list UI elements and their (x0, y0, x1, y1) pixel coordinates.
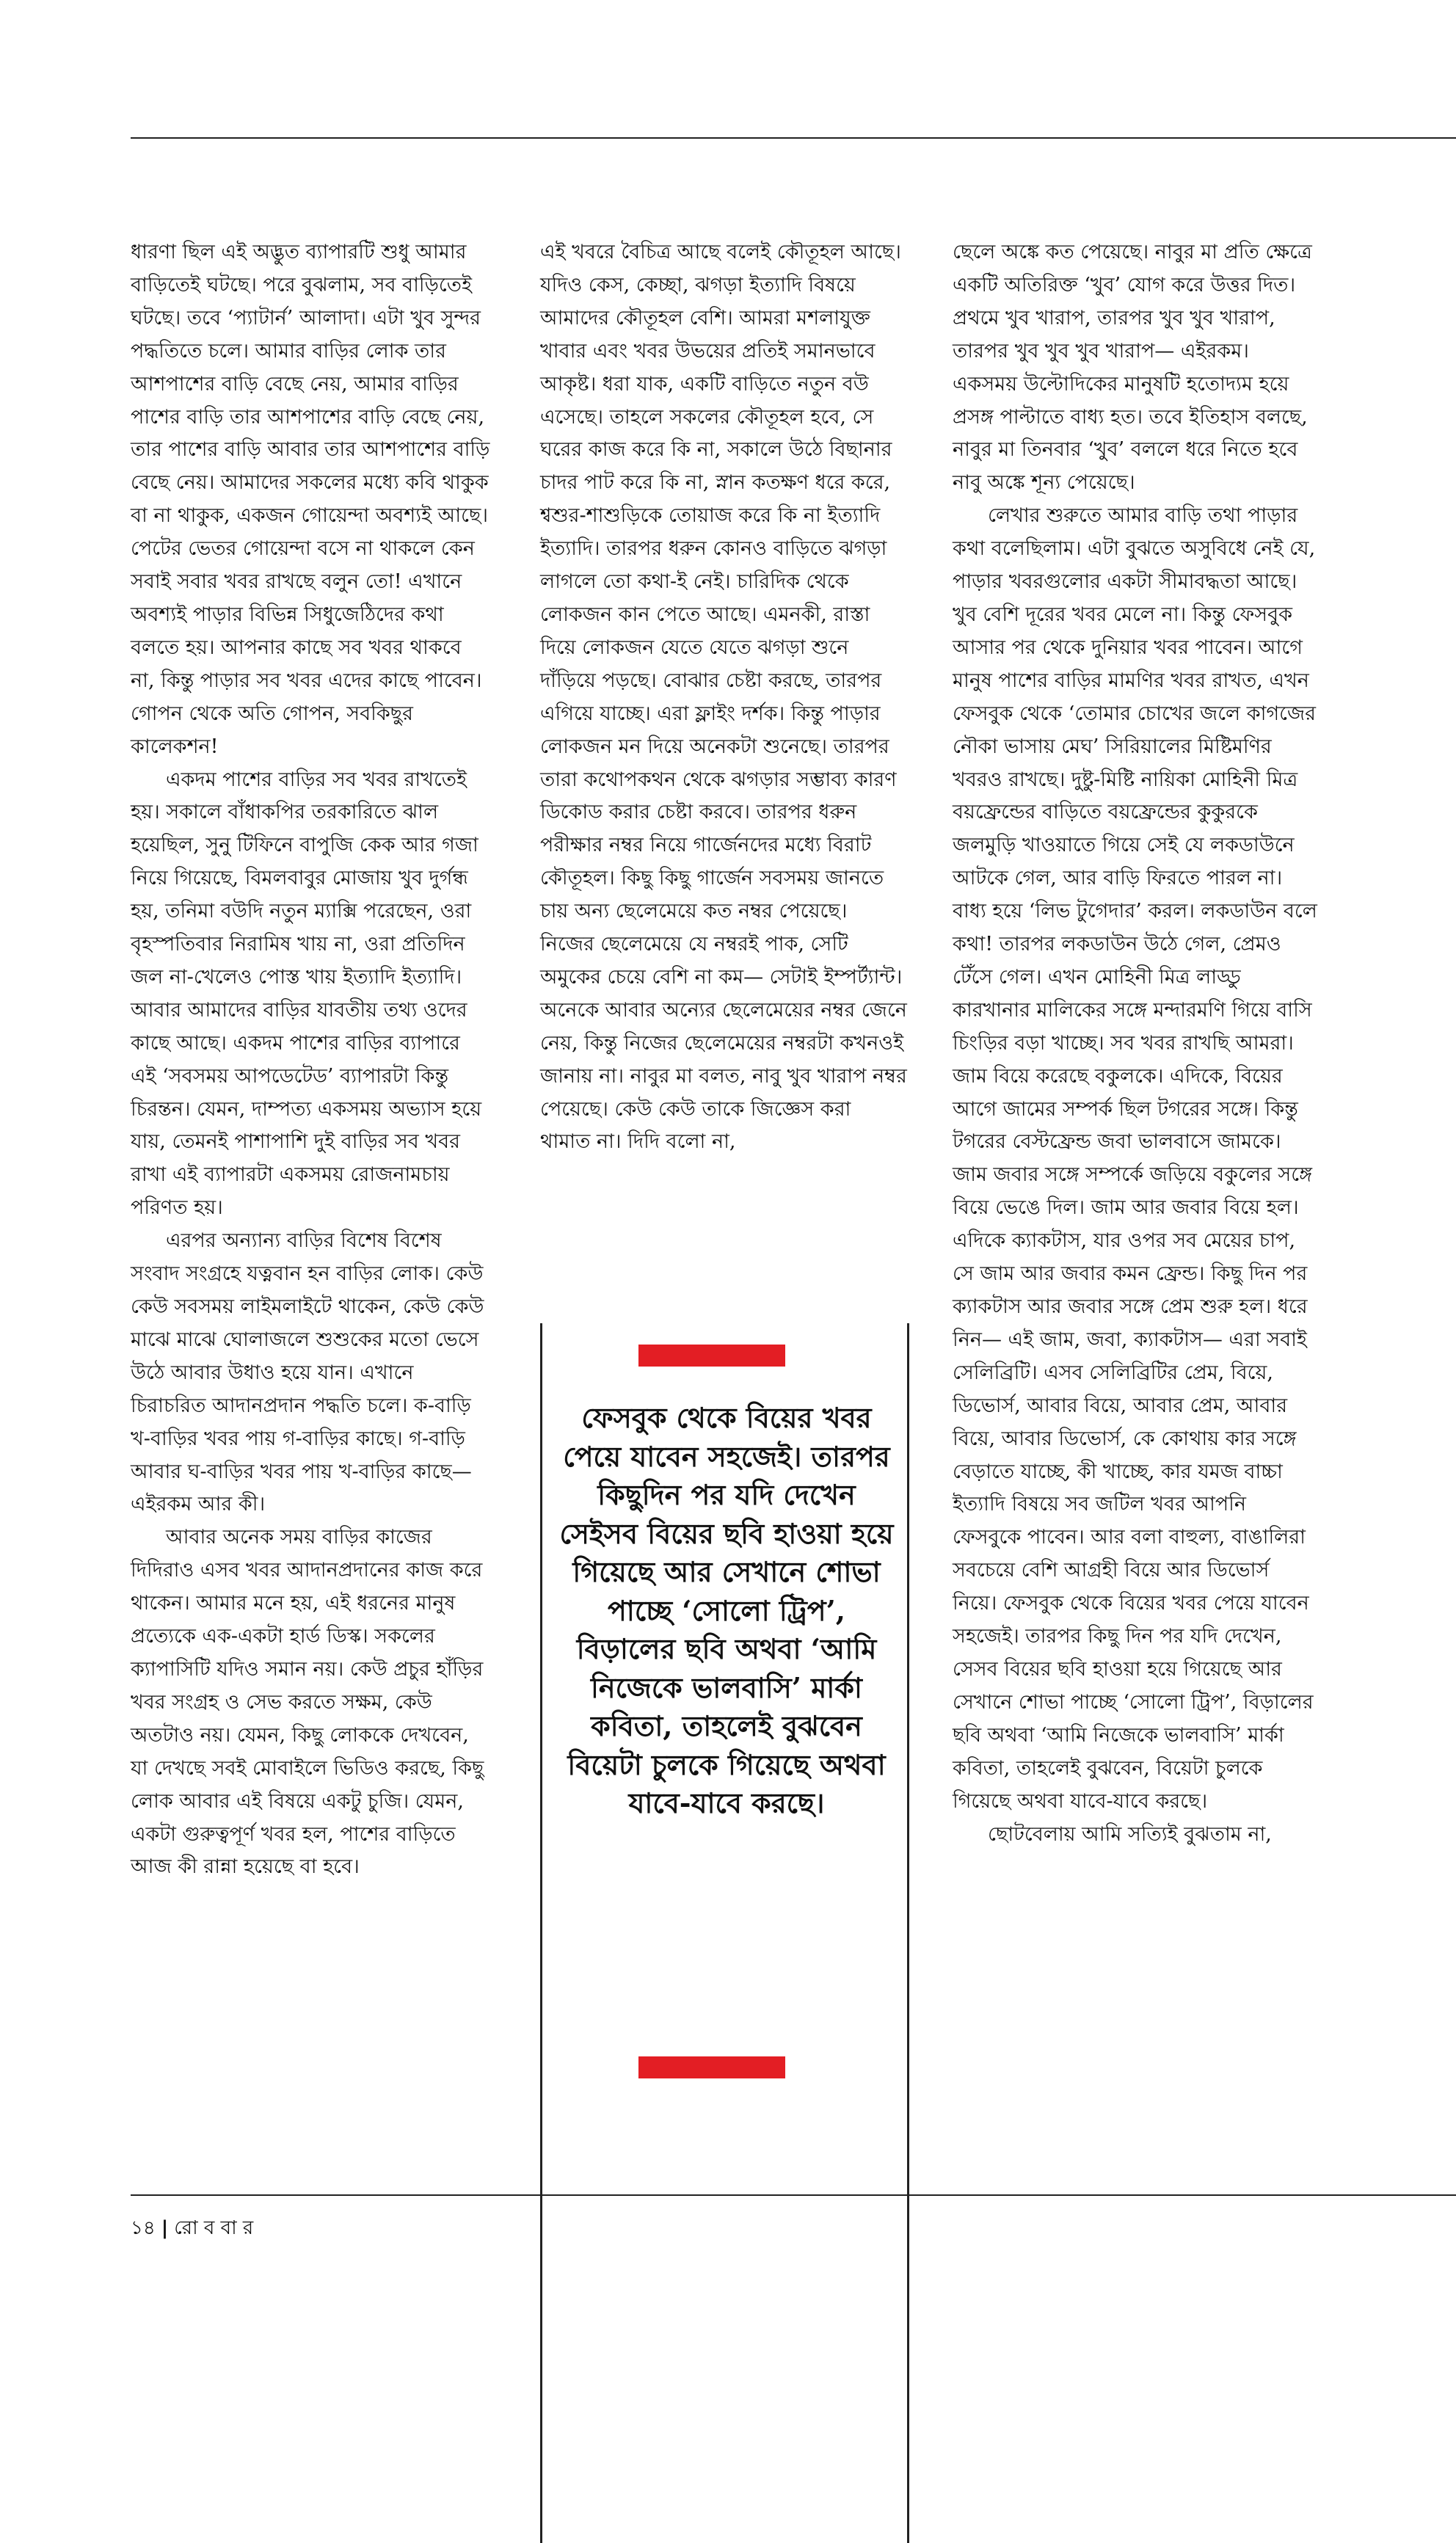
pullquote-bottom-accent (638, 2056, 785, 2078)
paragraph: একদম পাশের বাড়ির সব খবর রাখতেই হয়। সকালে বাঁধাকপির তরকারিতে ঝাল হয়েছিল, সুনু টিফিনে বাপুজি কেক আর গজা নিয়ে গিয়েছে, বিমলবাবুর মোজায় খুব দুর্গন্ধ হয়, তনিমা বউদি নতুন ম্যাক্সি পরেছেন, ওরা বৃহস্পতিবার নিরামিষ খায় না, ওরা প্রতিদিন জল না-খেলেও পোস্ত খায় ইত্যাদি ইত্যাদি। আবার আমাদের বাড়ির যাবতীয় তথ্য ওদের কাছে আছে। একদম পাশের বাড়ির ব্যাপারে এই ‘সবসময় আপডেটেড’ ব্যাপারটা কিন্তু চিরন্তন। যেমন, দাম্পত্য একসময় অভ্যাস হয়ে যায়, তেমনই পাশাপাশি দুই বাড়ির সব খবর রাখা এই ব্যাপারটা একসময় রোজনামচায় পরিণত হয়। (131, 768, 482, 1220)
paragraph: এই খবরে বৈচিত্র আছে বলেই কৌতূহল আছে। যদিও কেস, কেচ্ছা, ঝগড়া ইত্যাদি বিষয়ে আমাদের কৌতূহল বেশি। আমরা মশলাযুক্ত খাবার এবং খবর উভয়ের প্রতিই সমানভাবে আকৃষ্ট। ধরা যাক, একটি বাড়িতে নতুন বউ এসেছে। তাহলে সকলের কৌতূহল হবে, সে ঘরের কাজ করে কি না, সকালে উঠে বিছানার চাদর পাট করে কি না, স্নান কতক্ষণ ধরে করে, শ্বশুর-শাশুড়িকে তোয়াজ করে কি না ইত্যাদি ইত্যাদি। তারপর ধরুন কোনও বাড়িতে ঝগড়া লাগলে তো কথা-ই নেই। চারিদিক থেকে লোকজন কান পেতে আছে। এমনকী, রাস্তা দিয়ে লোকজন যেতে যেতে ঝগড়া শুনে দাঁড়িয়ে পড়ছে। বোঝার চেষ্টা করছে, তারপর এগিয়ে যাচ্ছে। এরা ফ্লাইং দর্শক। কিন্তু পাড়ার লোকজন মন দিয়ে অনেকটা শুনেছে। তারপর তারা কথোপকথন থেকে ঝগড়ার সম্ভাব্য কারণ ডিকোড করার চেষ্টা করবে। তারপর ধরুন পরীক্ষার নম্বর নিয়ে গার্জেনদের মধ্যে বিরাট কৌতূহল। কিছু কিছু গার্জেন সবসময় জানতে চায় অন্য ছেলেমেয়ে কত নম্বর পেয়েছে। নিজের ছেলেমেয়ে যে নম্বরই পাক, সেটি অমুকের চেয়ে বেশি না কম— সেটাই ইম্পর্ট্যান্ট। অনেকে আবার অন্যের ছেলেমেয়ের নম্বর জেনে নেয়, কিন্তু নিজের ছেলেমেয়ের নম্বরটা কখনওই জানায় না। নাবুর মা বলত, নাবু খুব খারাপ নম্বর পেয়েছে। কেউ কেউ তাকে জিজ্ঞেস করা থামাত না। দিদি বলো না, (540, 241, 907, 1154)
page-footer (131, 2216, 253, 2240)
paragraph: ধারণা ছিল এই অদ্ভুত ব্যাপারটি শুধু আমার বাড়িতেই ঘটছে। পরে বুঝলাম, সব বাড়িতেই ঘটছে। তবে ‘প্যাটার্ন’ আলাদা। এটা খুব সুন্দর পদ্ধতিতে চলে। আমার বাড়ির লোক তার আশপাশের বাড়ি বেছে নেয়, আমার বাড়ির পাশের বাড়ি তার আশপাশের বাড়ি বেছে নেয়, তার পাশের বাড়ি আবার তার আশপাশের বাড়ি বেছে নেয়। আমাদের সকলের মধ্যে কবি থাকুক বা না থাকুক, একজন গোয়েন্দা অবশ্যই আছে। পেটের ভেতর গোয়েন্দা বসে না থাকলে কেন সবাই সবার খবর রাখছে বলুন তো! এখানে অবশ্যই পাড়ার বিভিন্ন সিধুজেঠিদের কথা বলতে হয়। আপনার কাছে সব খবর থাকবে না, কিন্তু পাড়ার সব খবর এদের কাছে পাবেন। গোপন থেকে অতি গোপন, সবকিছুর কালেকশন! (131, 241, 490, 758)
paragraph: আবার অনেক সময় বাড়ির কাজের দিদিরাও এসব খবর আদানপ্রদানের কাজ করে থাকেন। আমার মনে হয়, এই ধরনের মানুষ প্রত্যেকে এক-একটা হার্ড ডিস্ক। সকলের ক্যাপাসিটি যদিও সমান নয়। কেউ প্রচুর হাঁড়ির খবর সংগ্রহ ও সেভ করতে সক্ষম, কেউ অতটাও নয়। যেমন, কিছু লোককে দেখবেন, যা দেখছে সবই মোবাইলে ভিডিও করছে, কিছু লোক আবার এই বিষয়ে একটু চুজি। যেমন, একটা গুরুত্বপূর্ণ খবর হল, পাশের বাড়িতে আজ কী রান্না হয়েছে বা হবে। (131, 1526, 484, 1879)
pullquote-top-accent (638, 1345, 785, 1367)
paragraph: ছেলে অঙ্কে কত পেয়েছে। নাবুর মা প্রতি ক্ষেত্রে একটি অতিরিক্ত ‘খুব’ যোগ করে উত্তর দিত। প্রথমে খুব খারাপ, তারপর খুব খুব খারাপ, তারপর খুব খুব খুব খারাপ— এইরকম। একসময় উল্টোদিকের মানুষটি হতোদ্যম হয়ে প্রসঙ্গ পাল্টাতে বাধ্য হত। তবে ইতিহাস বলছে, নাবুর মা তিনবার ‘খুব’ বললে ধরে নিতে হবে নাবু অঙ্কে শূন্য পেয়েছে। (953, 241, 1312, 495)
article-column-1 (131, 236, 490, 1884)
article-column-2 (540, 236, 907, 1159)
magazine-name: রো ব বা র (174, 2217, 254, 2239)
article-column-3 (953, 236, 1320, 1851)
paragraph: ছোটবেলায় আমি সত্যিই বুঝতাম না, (988, 1822, 1272, 1846)
top-rule (131, 137, 1456, 139)
paragraph: এরপর অন্যান্য বাড়ির বিশেষ বিশেষ সংবাদ সংগ্রহে যত্নবান হন বাড়ির লোক। কেউ কেউ সবসময় লাইমলাইটে থাকেন, কেউ কেউ মাঝে মাঝে ঘোলাজলে শুশুকের মতো ভেসে উঠে আবার উধাও হয়ে যান। এখানে চিরাচরিত আদানপ্রদান পদ্ধতি চলে। ক-বাড়ি খ-বাড়ির খবর পায় গ-বাড়ির কাছে। গ-বাড়ি আবার ঘ-বাড়ির খবর পায় খ-বাড়ির কাছে— এইরকম আর কী। (131, 1229, 484, 1516)
paragraph: লেখার শুরুতে আমার বাড়ি তথা পাড়ার কথা বলেছিলাম। এটা বুঝতে অসুবিধে নেই যে, পাড়ার খবরগুলোর একটা সীমাবদ্ধতা আছে। খুব বেশি দূরের খবর মেলে না। কিন্তু ফেসবুক আসার পর থেকে দুনিয়ার খবর পাবেন। আগে মানুষ পাশের বাড়ির মামণির খবর রাখত, এখন ফেসবুক থেকে ‘তোমার চোখের জলে কাগজের নৌকা ভাসায় মেঘ’ সিরিয়ালের মিষ্টিমণির খবরও রাখছে। দুষ্টু-মিষ্টি নায়িকা মোহিনী মিত্র বয়ফ্রেন্ডের বাড়িতে বয়ফ্রেন্ডের কুকুরকে জলমুড়ি খাওয়াতে গিয়ে সেই যে লকডাউনে আটকে গেল, আর বাড়ি ফিরতে পারল না। বাধ্য হয়ে ‘লিভ টুগেদার’ করল। লকডাউন বলে কথা! তারপর লকডাউন উঠে গেল, প্রেমও টেঁসে গেল। এখন মোহিনী মিত্র লাড্ডু কারখানার মালিকের সঙ্গে মন্দারমণি গিয়ে বাসি চিংড়ির বড়া খাচ্ছে। সব খবর রাখছি আমরা। জাম বিয়ে করেছে বকুলকে। এদিকে, বিয়ের আগে জামের সম্পর্ক ছিল টগরের সঙ্গে। কিন্তু টগরের বেস্টফ্রেন্ড জবা ভালবাসে জামকে। জাম জবার সঙ্গে সম্পর্কে জড়িয়ে বকুলের সঙ্গে বিয়ে ভেঙে দিল। জাম আর জবার বিয়ে হল। এদিকে ক্যাকটাস, যার ওপর সব মেয়ের চাপ, সে জাম আর জবার কমন ফ্রেন্ড। কিছু দিন পর ক্যাকটাস আর জবার সঙ্গে প্রেম শুরু হল। ধরে নিন— এই জাম, জবা, ক্যাকটাস— এরা সবাই সেলিব্রিটি। এসব সেলিব্রিটির প্রেম, বিয়ে, ডিভোর্স, আবার বিয়ে, আবার প্রেম, আবার বিয়ে, আবার ডিভোর্স, কে কোথায় কার সঙ্গে বেড়াতে যাচ্ছে, কী খাচ্ছে, কার যমজ বাচ্চা ইত্যাদি বিষয়ে সব জটিল খবর আপনি ফেসবুকে পাবেন। আর বলা বাহুল্য, বাঙালিরা সবচেয়ে বেশি আগ্রহী বিয়ে আর ডিভোর্স নিয়ে। ফেসবুক থেকে বিয়ের খবর পেয়ে যাবেন সহজেই। তারপর কিছু দিন পর যদি দেখেন, সেসব বিয়ের ছবি হাওয়া হয়ে গিয়েছে আর সেখানে শোভা পাচ্ছে ‘সোলো ট্রিপ’, বিড়ালের ছবি অথবা ‘আমি নিজেকে ভালবাসি’ মার্কা কবিতা, তাহলেই বুঝবেন, বিয়েটা চুলকে গিয়েছে অথবা যাবে-যাবে করছে। (953, 504, 1317, 1813)
pullquote: ফেসবুক থেকে বিয়ের খবর পেয়ে যাবেন সহজেই। তারপর কিছুদিন পর যদি দেখেন সেইসব বিয়ের ছবি হাওয়া হয়ে গিয়েছে আর সেখানে শোভা পাচ্ছে ‘সোলো ট্রিপ’, বিড়ালের ছবি অথবা ‘আমি নিজেকে ভালবাসি’ মার্কা কবিতা, তাহলেই বুঝবেন বিয়েটা চুলকে গিয়েছে অথবা যাবে-যাবে করছে। (559, 1401, 894, 1819)
pullquote-left-border (540, 1323, 542, 2543)
footer-separator: | (161, 2217, 169, 2239)
bottom-rule (131, 2194, 1456, 2196)
page-number: ১৪ (131, 2217, 156, 2239)
pullquote-right-border (907, 1323, 909, 2543)
